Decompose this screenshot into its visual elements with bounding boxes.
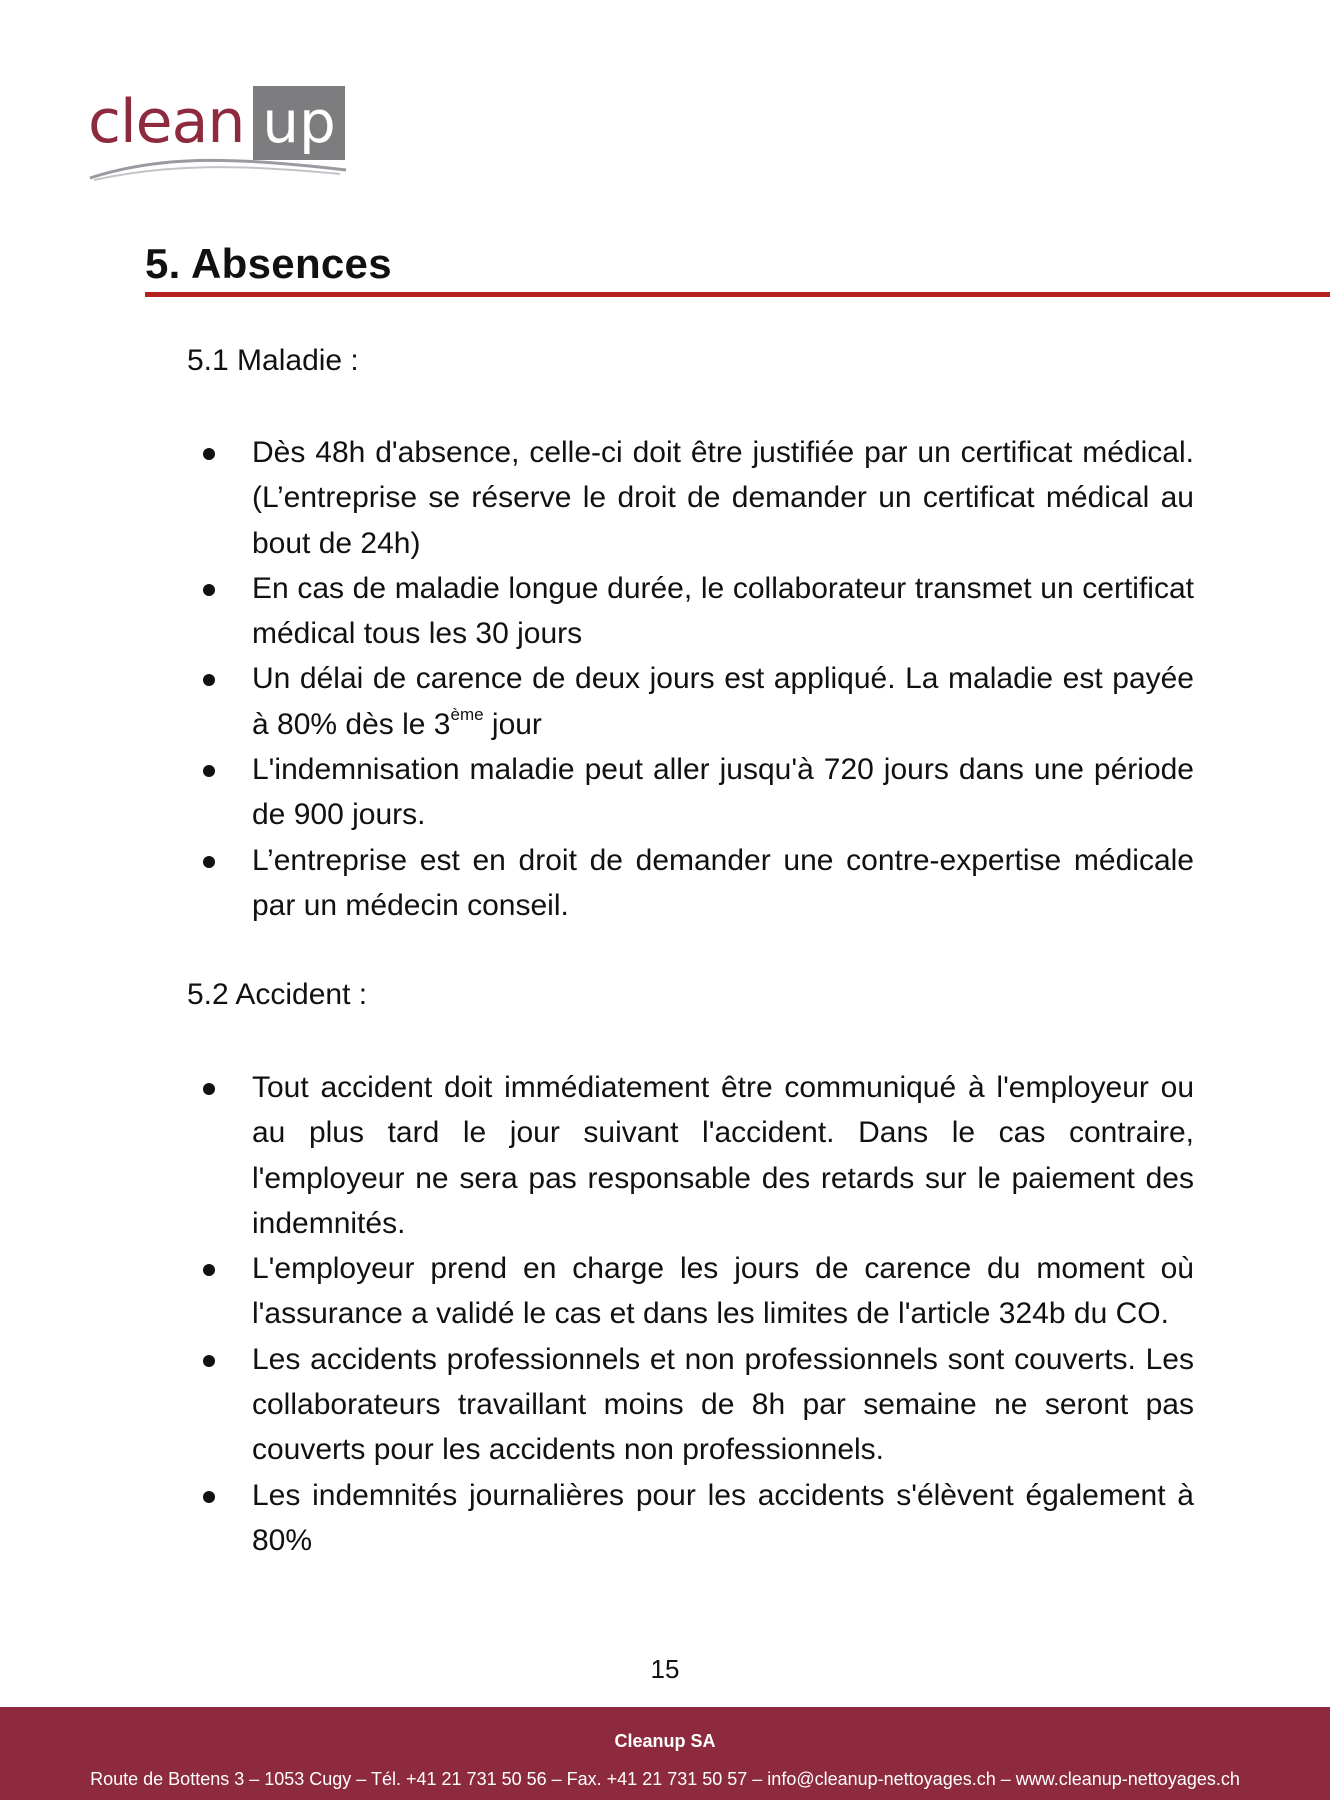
list-item: [252, 747, 1194, 838]
list-item-text: Un délai de carence de deux jours est appliqué. La maladie est payée à 80% dès le 3: [252, 662, 1194, 741]
list-item: [252, 1337, 1194, 1473]
list-item-text: Les accidents professionnels et non professionnels sont couverts. Les collaborateurs travaillant moins de 8h par semaine ne seront pas couverts pour les accidents non professionnels.: [252, 1342, 1194, 1467]
list-item-text: L'employeur prend en charge les jours de carence du moment où l'assurance a validé le cas et dans les limites de l'article 324b du CO.: [252, 1252, 1194, 1331]
bullet-icon: [203, 1083, 215, 1095]
bullet-icon: [203, 856, 215, 868]
list-item-text: Tout accident doit immédiatement être communiqué à l'employeur ou au plus tard le jour suivant l'accident. Dans le cas contraire, l'employeur ne sera pas responsable des retards sur le paiement des indemnités.: [252, 1071, 1194, 1240]
subsection-heading-accident: 5.2 Accident :: [187, 978, 368, 1011]
list-item: [252, 566, 1194, 657]
bullet-icon: [203, 1264, 215, 1276]
list-item-text: Dès 48h d'absence, celle-ci doit être justifiée par un certificat médical. (L’entreprise se réserve le droit de demander un certificat médical au bout de 24h): [252, 436, 1194, 560]
list-item: [252, 838, 1194, 929]
logo-swoosh: [88, 150, 348, 184]
bullet-icon: [203, 1491, 215, 1503]
list-item: [252, 656, 1194, 747]
list-item: [252, 1065, 1194, 1246]
list-item: [252, 430, 1194, 566]
section-title: 5. Absences: [145, 240, 392, 287]
list-item: [252, 1246, 1194, 1337]
page-footer: [0, 1707, 1330, 1800]
list-item-text: L’entreprise est en droit de demander une contre-expertise médicale par un médecin conseil.: [252, 843, 1194, 922]
bullet-icon: [203, 765, 215, 777]
list-item: [252, 1473, 1194, 1564]
ordinal-superscript: ème: [450, 704, 484, 724]
bullet-icon: [203, 1355, 215, 1367]
list-item-text-end: jour: [483, 707, 542, 741]
list-item-text: En cas de maladie longue durée, le collaborateur transmet un certificat médical tous les 30 jours: [252, 571, 1194, 651]
bullet-icon: [203, 448, 215, 460]
bullet-icon: [203, 584, 215, 596]
list-item-text: L'indemnisation maladie peut aller jusqu'à 720 jours dans une période de 900 jours.: [252, 753, 1194, 832]
section-title-rule: [145, 292, 1330, 297]
company-logo: [88, 84, 358, 184]
subsection-heading-maladie: 5.1 Maladie :: [187, 344, 359, 377]
page-number: 15: [650, 1654, 680, 1684]
logo-text-up: up: [253, 86, 345, 160]
footer-contact-line: Route de Bottens 3 – 1053 Cugy – Tél. +41 21 731 50 56 – Fax. +41 21 731 50 57 – info@cleanup-nettoyages.ch – www.cleanup-nettoyages.ch: [90, 1769, 1240, 1789]
maladie-list: [252, 430, 1194, 928]
logo-text-clean: clean: [88, 87, 245, 157]
bullet-icon: [203, 674, 215, 686]
footer-company-name: Cleanup SA: [614, 1731, 716, 1751]
accident-list: [252, 1065, 1194, 1563]
list-item-text: Les indemnités journalières pour les accidents s'élèvent également à 80%: [252, 1478, 1194, 1557]
